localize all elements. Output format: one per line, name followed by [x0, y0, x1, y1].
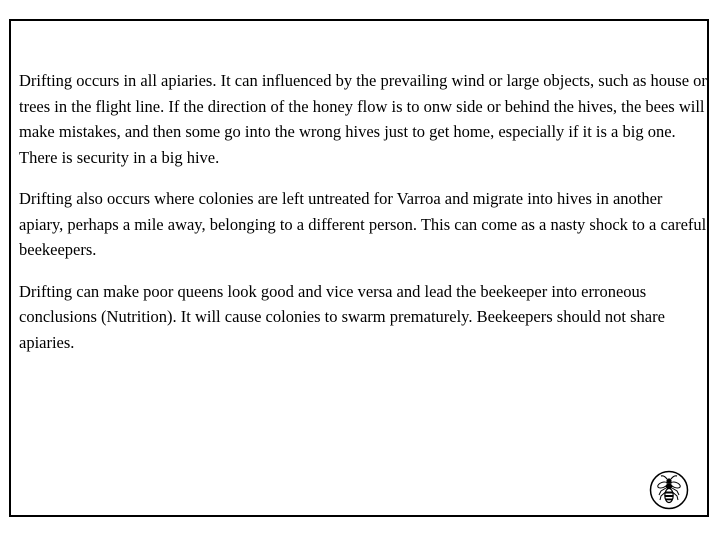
paragraph-drifting-effects: Drifting can make poor queens look good and vice versa and lead the beekeeper into erroneous conclusions (Nutrition). It will cause colonies to swarm prematurely. Beekeepers should not share apiaries. [19, 281, 665, 352]
paragraph-drifting-causes: Drifting occurs in all apiaries. It can influenced by the prevailing wind or large objects, such as house or trees in the flight line. If the direction of the honey flow is to onw side or behind the hives, the bees will make mistakes, and then some go into the wrong hives just to get home, especially if it is a big one. There is security in a big hive. [19, 71, 707, 167]
bee-logo-icon [649, 470, 689, 510]
paragraph-drifting-varroa: Drifting also occurs where colonies are left untreated for Varroa and migrate into hives in another apiary, perhaps a mile away, belonging to a different person. This can come as a nasty shock to a careful beekeepers. [19, 189, 707, 259]
slide-body [19, 68, 709, 371]
